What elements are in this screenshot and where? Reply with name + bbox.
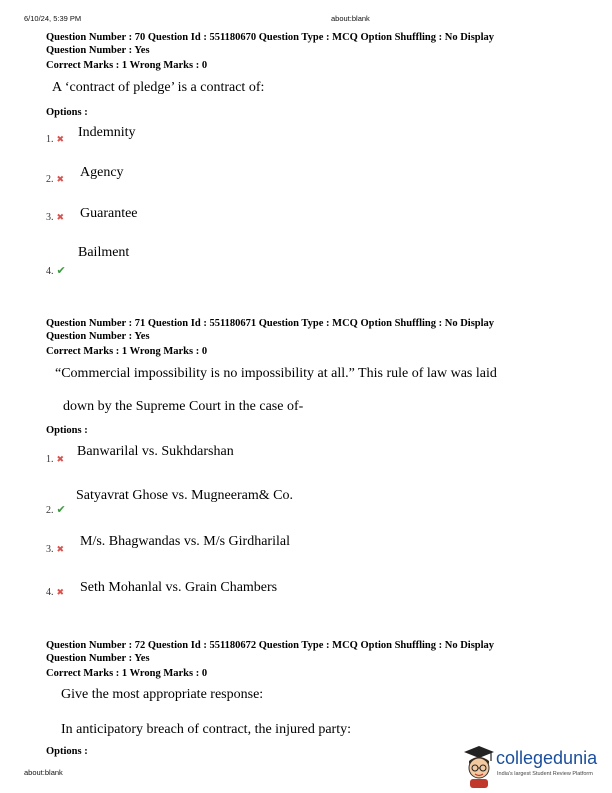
options-label: Options : bbox=[46, 107, 88, 118]
question-text: Give the most appropriate response: bbox=[61, 687, 264, 702]
check-icon: ✔ bbox=[56, 504, 66, 516]
cross-icon: ✖ bbox=[56, 454, 65, 464]
question-text: In anticipatory breach of contract, the injured party: bbox=[61, 722, 351, 737]
check-icon: ✔ bbox=[56, 265, 66, 277]
cross-icon: ✖ bbox=[56, 212, 65, 222]
option-text: Seth Mohanlal vs. Grain Chambers bbox=[80, 580, 278, 595]
option-text: Bailment bbox=[78, 245, 130, 260]
option-number: 4. ✖ bbox=[46, 587, 65, 598]
footer-url: about:blank bbox=[24, 768, 63, 777]
option-number: 1. ✖ bbox=[46, 454, 65, 465]
options-label: Options : bbox=[46, 746, 88, 757]
mascot-icon bbox=[462, 744, 496, 788]
question-meta-line: Question Number : 71 Question Id : 551180671 Question Type : MCQ Option Shuffling : No Display bbox=[46, 318, 495, 329]
cross-icon: ✖ bbox=[56, 174, 65, 184]
option-text: Satyavrat Ghose vs. Mugneeram& Co. bbox=[76, 488, 293, 503]
option-number: 1. ✖ bbox=[46, 134, 65, 145]
cross-icon: ✖ bbox=[56, 544, 65, 554]
print-url: about:blank bbox=[331, 14, 370, 23]
option-text: Indemnity bbox=[78, 125, 136, 140]
question-text: down by the Supreme Court in the case of- bbox=[63, 399, 304, 414]
question-meta-line: Question Number : 70 Question Id : 551180670 Question Type : MCQ Option Shuffling : No Display bbox=[46, 32, 495, 43]
question-text: “Commercial impossibility is no impossibility at all.” This rule of law was laid bbox=[55, 366, 497, 381]
option-number: 3. ✖ bbox=[46, 212, 65, 223]
question-marks-line: Correct Marks : 1 Wrong Marks : 0 bbox=[46, 60, 208, 71]
cross-icon: ✖ bbox=[56, 134, 65, 144]
option-text: Guarantee bbox=[80, 206, 138, 221]
question-marks-line: Correct Marks : 1 Wrong Marks : 0 bbox=[46, 668, 208, 679]
options-label: Options : bbox=[46, 425, 88, 436]
question-meta-line: Question Number : Yes bbox=[46, 653, 150, 664]
option-text: Banwarilal vs. Sukhdarshan bbox=[77, 444, 234, 459]
question-meta-line: Question Number : 72 Question Id : 551180672 Question Type : MCQ Option Shuffling : No Display bbox=[46, 640, 495, 651]
collegedunia-logo bbox=[462, 744, 610, 792]
logo-wordmark: collegedunia bbox=[496, 748, 598, 768]
print-datetime: 6/10/24, 5:39 PM bbox=[24, 14, 82, 23]
logo-tagline: India's largest Student Review Platform bbox=[497, 771, 593, 777]
question-meta-line: Question Number : Yes bbox=[46, 45, 150, 56]
cross-icon: ✖ bbox=[56, 587, 65, 597]
option-number: 3. ✖ bbox=[46, 544, 65, 555]
option-number: 4. ✔ bbox=[46, 265, 66, 277]
option-text: Agency bbox=[80, 165, 124, 180]
question-marks-line: Correct Marks : 1 Wrong Marks : 0 bbox=[46, 346, 208, 357]
question-text: A ‘contract of pledge’ is a contract of: bbox=[52, 80, 265, 95]
question-meta-line: Question Number : Yes bbox=[46, 331, 150, 342]
option-text: M/s. Bhagwandas vs. M/s Girdharilal bbox=[80, 534, 290, 549]
option-number: 2. ✖ bbox=[46, 174, 65, 185]
option-number: 2. ✔ bbox=[46, 504, 66, 516]
